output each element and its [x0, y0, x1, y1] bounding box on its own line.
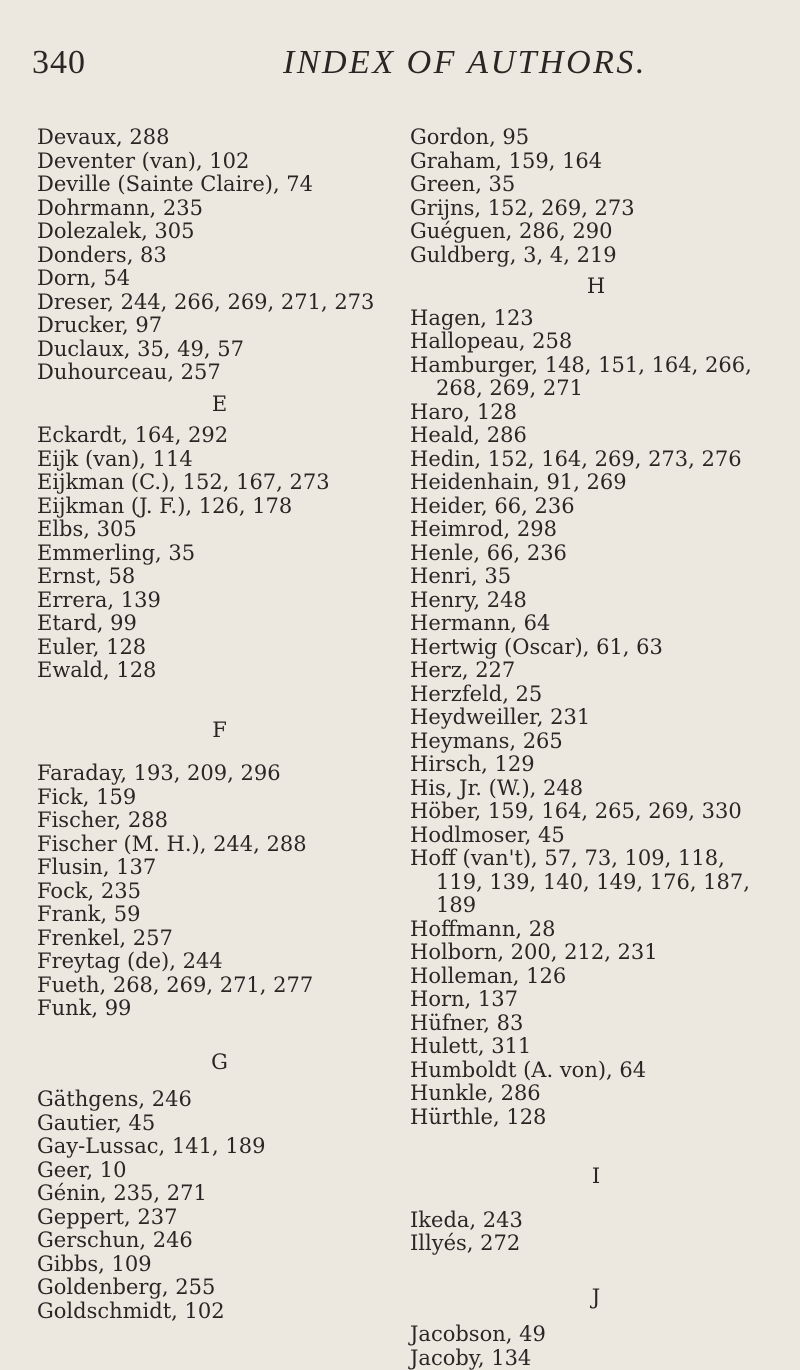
index-entry: Deville (Sainte Claire), 74	[37, 173, 402, 197]
section-heading-j: J	[410, 1286, 782, 1310]
index-entry: Heimrod, 298	[410, 518, 782, 542]
index-entry: Hertwig (Oscar), 61, 63	[410, 636, 782, 660]
left-column	[37, 126, 402, 1323]
section-d-list	[37, 126, 402, 385]
index-entry: Holborn, 200, 212, 231	[410, 941, 782, 965]
index-entry: Faraday, 193, 209, 296	[37, 762, 402, 786]
index-entry: Gäthgens, 246	[37, 1088, 402, 1112]
index-entry: Ernst, 58	[37, 565, 402, 589]
page-number: 340	[32, 44, 86, 82]
index-entry: Hürthle, 128	[410, 1106, 782, 1130]
index-entry: Gerschun, 246	[37, 1229, 402, 1253]
index-entry: Eijkman (C.), 152, 167, 273	[37, 471, 402, 495]
index-entry: Hunkle, 286	[410, 1082, 782, 1106]
index-entry: Henle, 66, 236	[410, 542, 782, 566]
index-entry: Etard, 99	[37, 612, 402, 636]
index-entry: Eijk (van), 114	[37, 448, 402, 472]
index-entry: Emmerling, 35	[37, 542, 402, 566]
index-entry: Elbs, 305	[37, 518, 402, 542]
section-j-list	[410, 1323, 782, 1370]
index-entry: His, Jr. (W.), 248	[410, 777, 782, 801]
index-entry: Jacobson, 49	[410, 1323, 782, 1347]
index-entry: Heydweiller, 231	[410, 706, 782, 730]
index-entry: Jacoby, 134	[410, 1347, 782, 1370]
index-entry: Gay-Lussac, 141, 189	[37, 1135, 402, 1159]
section-g-list	[37, 1088, 402, 1323]
index-entry: Duhourceau, 257	[37, 361, 402, 385]
index-entry: Euler, 128	[37, 636, 402, 660]
index-entry: Hüfner, 83	[410, 1012, 782, 1036]
index-entry: Hirsch, 129	[410, 753, 782, 777]
index-entry: Herz, 227	[410, 659, 782, 683]
index-entry: Eckardt, 164, 292	[37, 424, 402, 448]
index-entry: Geppert, 237	[37, 1206, 402, 1230]
index-entry: Grijns, 152, 269, 273	[410, 197, 782, 221]
index-entry: Hedin, 152, 164, 269, 273, 276	[410, 448, 782, 472]
index-entry-continuation: 189	[410, 894, 782, 918]
section-heading-f: F	[37, 719, 402, 743]
index-entry: Gordon, 95	[410, 126, 782, 150]
index-entry: Donders, 83	[37, 244, 402, 268]
index-entry: Hodlmoser, 45	[410, 824, 782, 848]
section-e-list	[37, 424, 402, 683]
section-f-list	[37, 762, 402, 1021]
index-entry: Funk, 99	[37, 997, 402, 1021]
index-entry: Heider, 66, 236	[410, 495, 782, 519]
right-column	[410, 126, 782, 1370]
section-heading-i: I	[410, 1165, 782, 1189]
section-i-list	[410, 1209, 782, 1256]
index-entry: Hoffmann, 28	[410, 918, 782, 942]
index-entry: Drucker, 97	[37, 314, 402, 338]
index-entry: Horn, 137	[410, 988, 782, 1012]
index-entry: Génin, 235, 271	[37, 1182, 402, 1206]
index-entry: Höber, 159, 164, 265, 269, 330	[410, 800, 782, 824]
index-entry: Gibbs, 109	[37, 1253, 402, 1277]
index-entry: Guldberg, 3, 4, 219	[410, 244, 782, 268]
index-entry: Duclaux, 35, 49, 57	[37, 338, 402, 362]
index-entry: Hallopeau, 258	[410, 330, 782, 354]
index-entry: Herzfeld, 25	[410, 683, 782, 707]
index-entry: Graham, 159, 164	[410, 150, 782, 174]
index-entry: Ewald, 128	[37, 659, 402, 683]
running-title: INDEX OF AUTHORS.	[283, 44, 647, 82]
index-entry: Errera, 139	[37, 589, 402, 613]
section-h-list	[410, 307, 782, 1130]
index-entry: Devaux, 288	[37, 126, 402, 150]
section-g-continued-list	[410, 126, 782, 267]
index-entry: Eijkman (J. F.), 126, 178	[37, 495, 402, 519]
index-entry: Hulett, 311	[410, 1035, 782, 1059]
index-entry: Dreser, 244, 266, 269, 271, 273	[37, 291, 402, 315]
index-entry: Heald, 286	[410, 424, 782, 448]
index-entry: Hamburger, 148, 151, 164, 266,	[410, 354, 782, 378]
index-entry: Deventer (van), 102	[37, 150, 402, 174]
index-entry: Holleman, 126	[410, 965, 782, 989]
index-entry: Frenkel, 257	[37, 927, 402, 951]
index-entry: Goldenberg, 255	[37, 1276, 402, 1300]
index-entry: Geer, 10	[37, 1159, 402, 1183]
index-entry: Goldschmidt, 102	[37, 1300, 402, 1324]
index-entry: Fischer, 288	[37, 809, 402, 833]
index-entry: Gautier, 45	[37, 1112, 402, 1136]
index-entry: Green, 35	[410, 173, 782, 197]
index-entry: Fock, 235	[37, 880, 402, 904]
index-entry: Dohrmann, 235	[37, 197, 402, 221]
index-entry: Freytag (de), 244	[37, 950, 402, 974]
index-entry: Ikeda, 243	[410, 1209, 782, 1233]
index-entry: Dolezalek, 305	[37, 220, 402, 244]
index-entry: Henry, 248	[410, 589, 782, 613]
index-entry: Heymans, 265	[410, 730, 782, 754]
section-heading-h: H	[410, 275, 782, 299]
index-entry: Guéguen, 286, 290	[410, 220, 782, 244]
section-heading-e: E	[37, 393, 402, 417]
index-entry: Hagen, 123	[410, 307, 782, 331]
index-entry-continuation: 119, 139, 140, 149, 176, 187,	[410, 871, 782, 895]
index-entry: Fueth, 268, 269, 271, 277	[37, 974, 402, 998]
index-entry: Fischer (M. H.), 244, 288	[37, 833, 402, 857]
index-entry: Heidenhain, 91, 269	[410, 471, 782, 495]
index-entry: Fick, 159	[37, 786, 402, 810]
index-entry: Illyés, 272	[410, 1232, 782, 1256]
index-entry: Dorn, 54	[37, 267, 402, 291]
index-entry: Flusin, 137	[37, 856, 402, 880]
index-entry: Henri, 35	[410, 565, 782, 589]
page-header	[0, 44, 800, 94]
index-entry: Hermann, 64	[410, 612, 782, 636]
section-heading-g: G	[37, 1051, 402, 1075]
index-entry-continuation: 268, 269, 271	[410, 377, 782, 401]
index-entry: Frank, 59	[37, 903, 402, 927]
index-entry: Hoff (van't), 57, 73, 109, 118,	[410, 847, 782, 871]
index-entry: Humboldt (A. von), 64	[410, 1059, 782, 1083]
index-entry: Haro, 128	[410, 401, 782, 425]
